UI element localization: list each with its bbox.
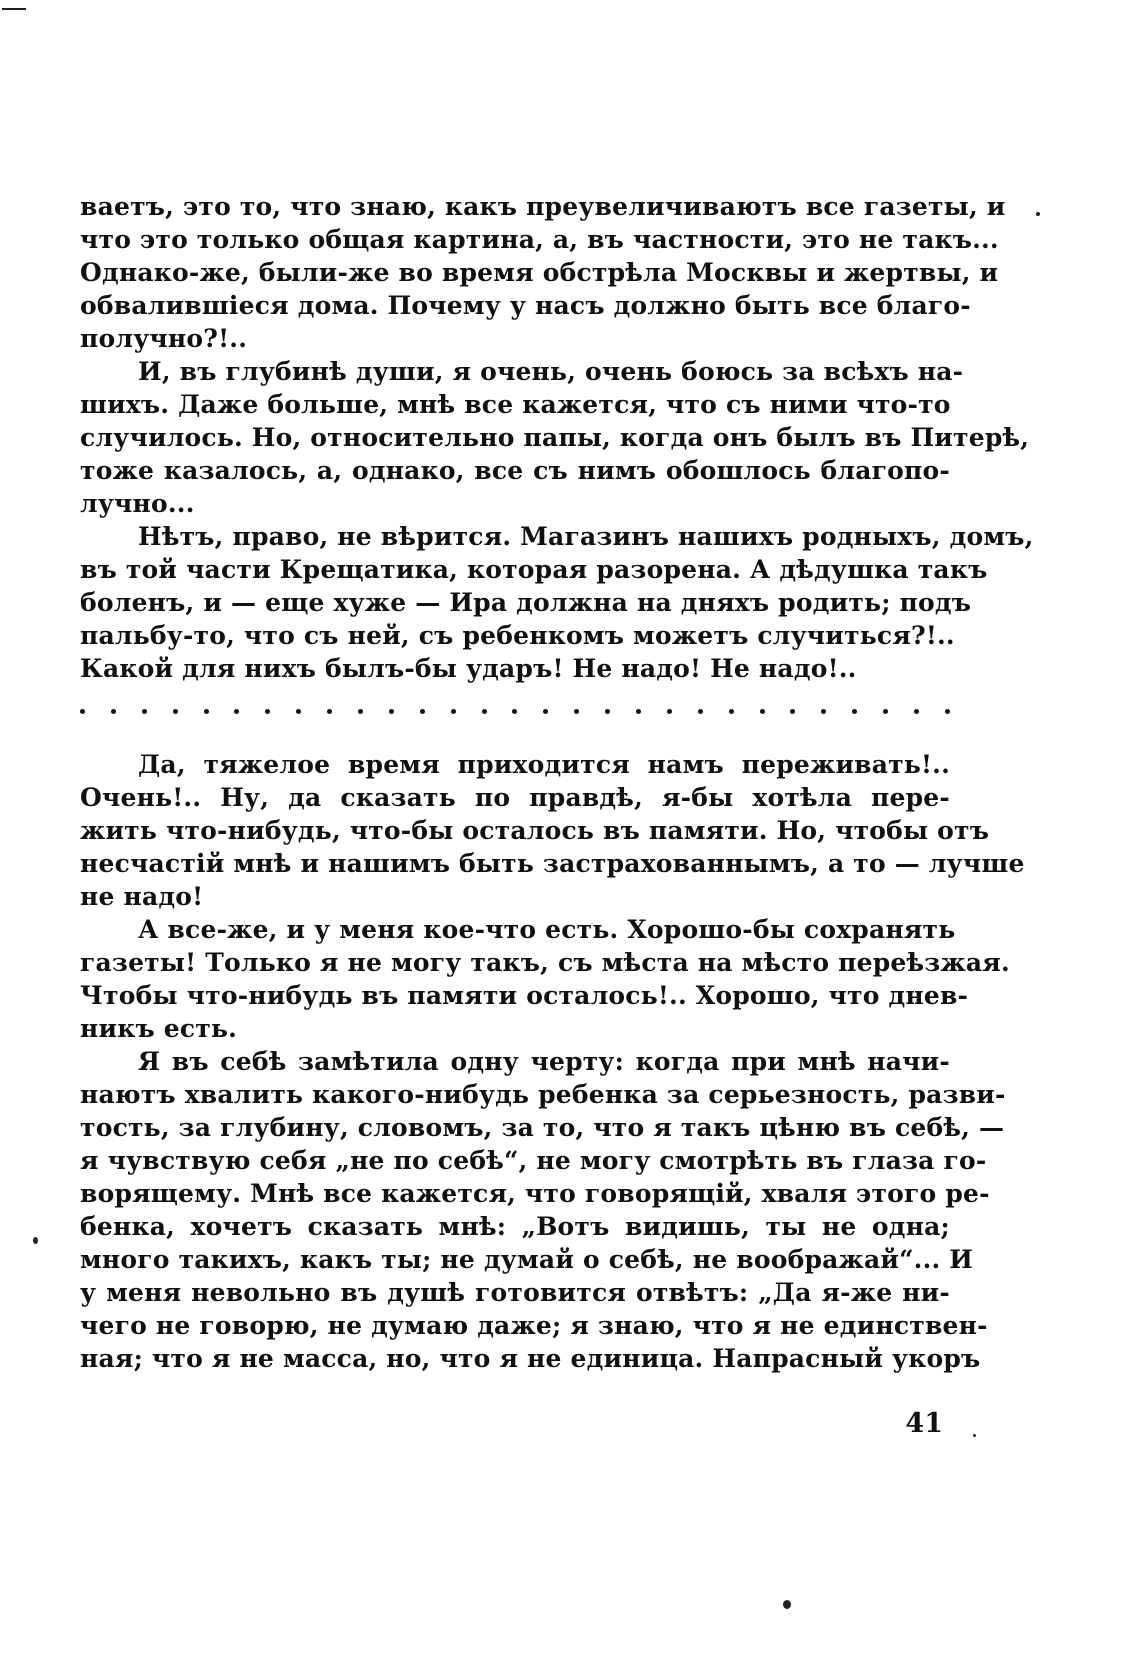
page-number: 41 xyxy=(905,1408,943,1439)
text-line: наютъ хвалить какого-нибудь ребенка за серьезность, разви- xyxy=(80,1080,1006,1109)
text-line: газеты! Только я не могу такъ, съ мѣста на мѣсто переѣзжая. xyxy=(80,948,1010,977)
separator-dot xyxy=(327,709,332,714)
text-line: И, въ глубинѣ души, я очень, очень боюсь за всѣхъ на- xyxy=(138,357,964,386)
paragraph xyxy=(80,748,1025,913)
separator-dot xyxy=(265,709,270,714)
separator-dot xyxy=(111,709,116,714)
separator-dot xyxy=(80,709,85,714)
separator-dot xyxy=(883,709,888,714)
text-line: въ той части Крещатика, которая разорена. А дѣдушка такъ xyxy=(80,555,988,584)
dotted-separator xyxy=(80,695,950,728)
paragraph xyxy=(80,520,1034,685)
separator-dot xyxy=(698,709,703,714)
text-line: много такихъ, какъ ты; не думай о себѣ, не воображай“... И xyxy=(80,1245,974,1274)
text-line: ная; что я не масса, но, что я не единица. Напрасный укоръ xyxy=(80,1344,981,1373)
scan-speck xyxy=(33,1237,38,1244)
text-line: тоже казалось, а, однако, все съ нимъ обошлось благопо- xyxy=(80,456,950,485)
text-line: бенка, хочетъ сказать мнѣ: „Вотъ видишь, ты не одна; xyxy=(80,1212,950,1241)
text-line: Очень!.. Ну, да сказать по правдѣ, я-бы хотѣла пере- xyxy=(80,783,950,812)
separator-dot xyxy=(204,709,209,714)
text-line: ваетъ, это то, что знаю, какъ преувеличиваютъ все газеты, и xyxy=(80,192,1006,221)
text-line: боленъ, и — еще хуже — Ира должна на дняхъ родить; подъ xyxy=(80,588,972,617)
separator-dot xyxy=(605,709,610,714)
separator-dot xyxy=(142,709,147,714)
paragraph xyxy=(80,1045,1006,1375)
separator-dot xyxy=(636,709,641,714)
text-line: Да, тяжелое время приходится намъ переживать!.. xyxy=(138,750,950,779)
text-line: не надо! xyxy=(80,882,204,911)
text-line: Я въ себѣ замѣтила одну черту: когда при мнѣ начи- xyxy=(138,1047,950,1076)
separator-dot xyxy=(914,709,919,714)
separator-dot xyxy=(420,709,425,714)
scan-speck xyxy=(973,1434,976,1437)
text-line: пальбу-то, что съ ней, съ ребенкомъ можетъ случиться?!.. xyxy=(80,621,955,650)
scan-speck xyxy=(1036,212,1040,216)
separator-dot xyxy=(574,709,579,714)
separator-dot xyxy=(173,709,178,714)
text-line: А все-же, и у меня кое-что есть. Хорошо-бы сохранять xyxy=(138,915,956,944)
text-line: у меня невольно въ душѣ готовится отвѣтъ: „Да я-же ни- xyxy=(80,1278,950,1307)
separator-dot xyxy=(234,709,239,714)
text-line: несчастій мнѣ и нашимъ быть застрахованнымъ, а то — лучше xyxy=(80,849,1025,878)
separator-dot xyxy=(945,709,950,714)
text-line: тость, за глубину, словомъ, за то, что я такъ цѣню въ себѣ, — xyxy=(80,1113,1005,1142)
text-line: обвалившіеся дома. Почему у насъ должно быть все благо- xyxy=(80,291,971,320)
text-line: лучно... xyxy=(80,489,195,518)
text-line: я чувствую себя „не по себѣ“, не могу смотрѣть въ глаза го- xyxy=(80,1146,987,1175)
separator-dot xyxy=(482,709,487,714)
text-line: Чтобы что-нибудь въ памяти осталось!.. Хорошо, что днев- xyxy=(80,981,969,1010)
text-line: чего не говорю, не думаю даже; я знаю, что я не единствен- xyxy=(80,1311,988,1340)
paragraph xyxy=(80,913,1010,1045)
paragraph xyxy=(80,355,1030,520)
text-line: никъ есть. xyxy=(80,1014,238,1043)
separator-dot xyxy=(296,709,301,714)
page-body xyxy=(80,190,1034,1375)
scan-edge-mark xyxy=(2,8,26,10)
paragraph xyxy=(80,190,1006,355)
separator-dot xyxy=(451,709,456,714)
text-line: получно?!.. xyxy=(80,324,248,353)
scan-speck xyxy=(783,1600,791,1609)
text-line: Нѣтъ, право, не вѣрится. Магазинъ нашихъ родныхъ, домъ, xyxy=(138,522,1034,551)
separator-dot xyxy=(358,709,363,714)
separator-dot xyxy=(729,709,734,714)
separator-dot xyxy=(821,709,826,714)
text-line: ворящему. Мнѣ все кажется, что говорящій, хваля этого ре- xyxy=(80,1179,990,1208)
text-line: Какой для нихъ былъ-бы ударъ! Не надо! Не надо!.. xyxy=(80,654,857,683)
separator-dot xyxy=(389,709,394,714)
separator-dot xyxy=(790,709,795,714)
separator-dot xyxy=(667,709,672,714)
text-line: что это только общая картина, а, въ частности, это не такъ... xyxy=(80,225,999,254)
separator-dot xyxy=(512,709,517,714)
text-line: случилось. Но, относительно папы, когда онъ былъ въ Питерѣ, xyxy=(80,423,1030,452)
separator-dot xyxy=(852,709,857,714)
text-line: жить что-нибудь, что-бы осталось въ памяти. Но, чтобы отъ xyxy=(80,816,990,845)
separator-dot xyxy=(543,709,548,714)
separator-dot xyxy=(760,709,765,714)
text-line: Однако-же, были-же во время обстрѣла Москвы и жертвы, и xyxy=(80,258,999,287)
text-line: шихъ. Даже больше, мнѣ все кажется, что съ ними что-то xyxy=(80,390,951,419)
